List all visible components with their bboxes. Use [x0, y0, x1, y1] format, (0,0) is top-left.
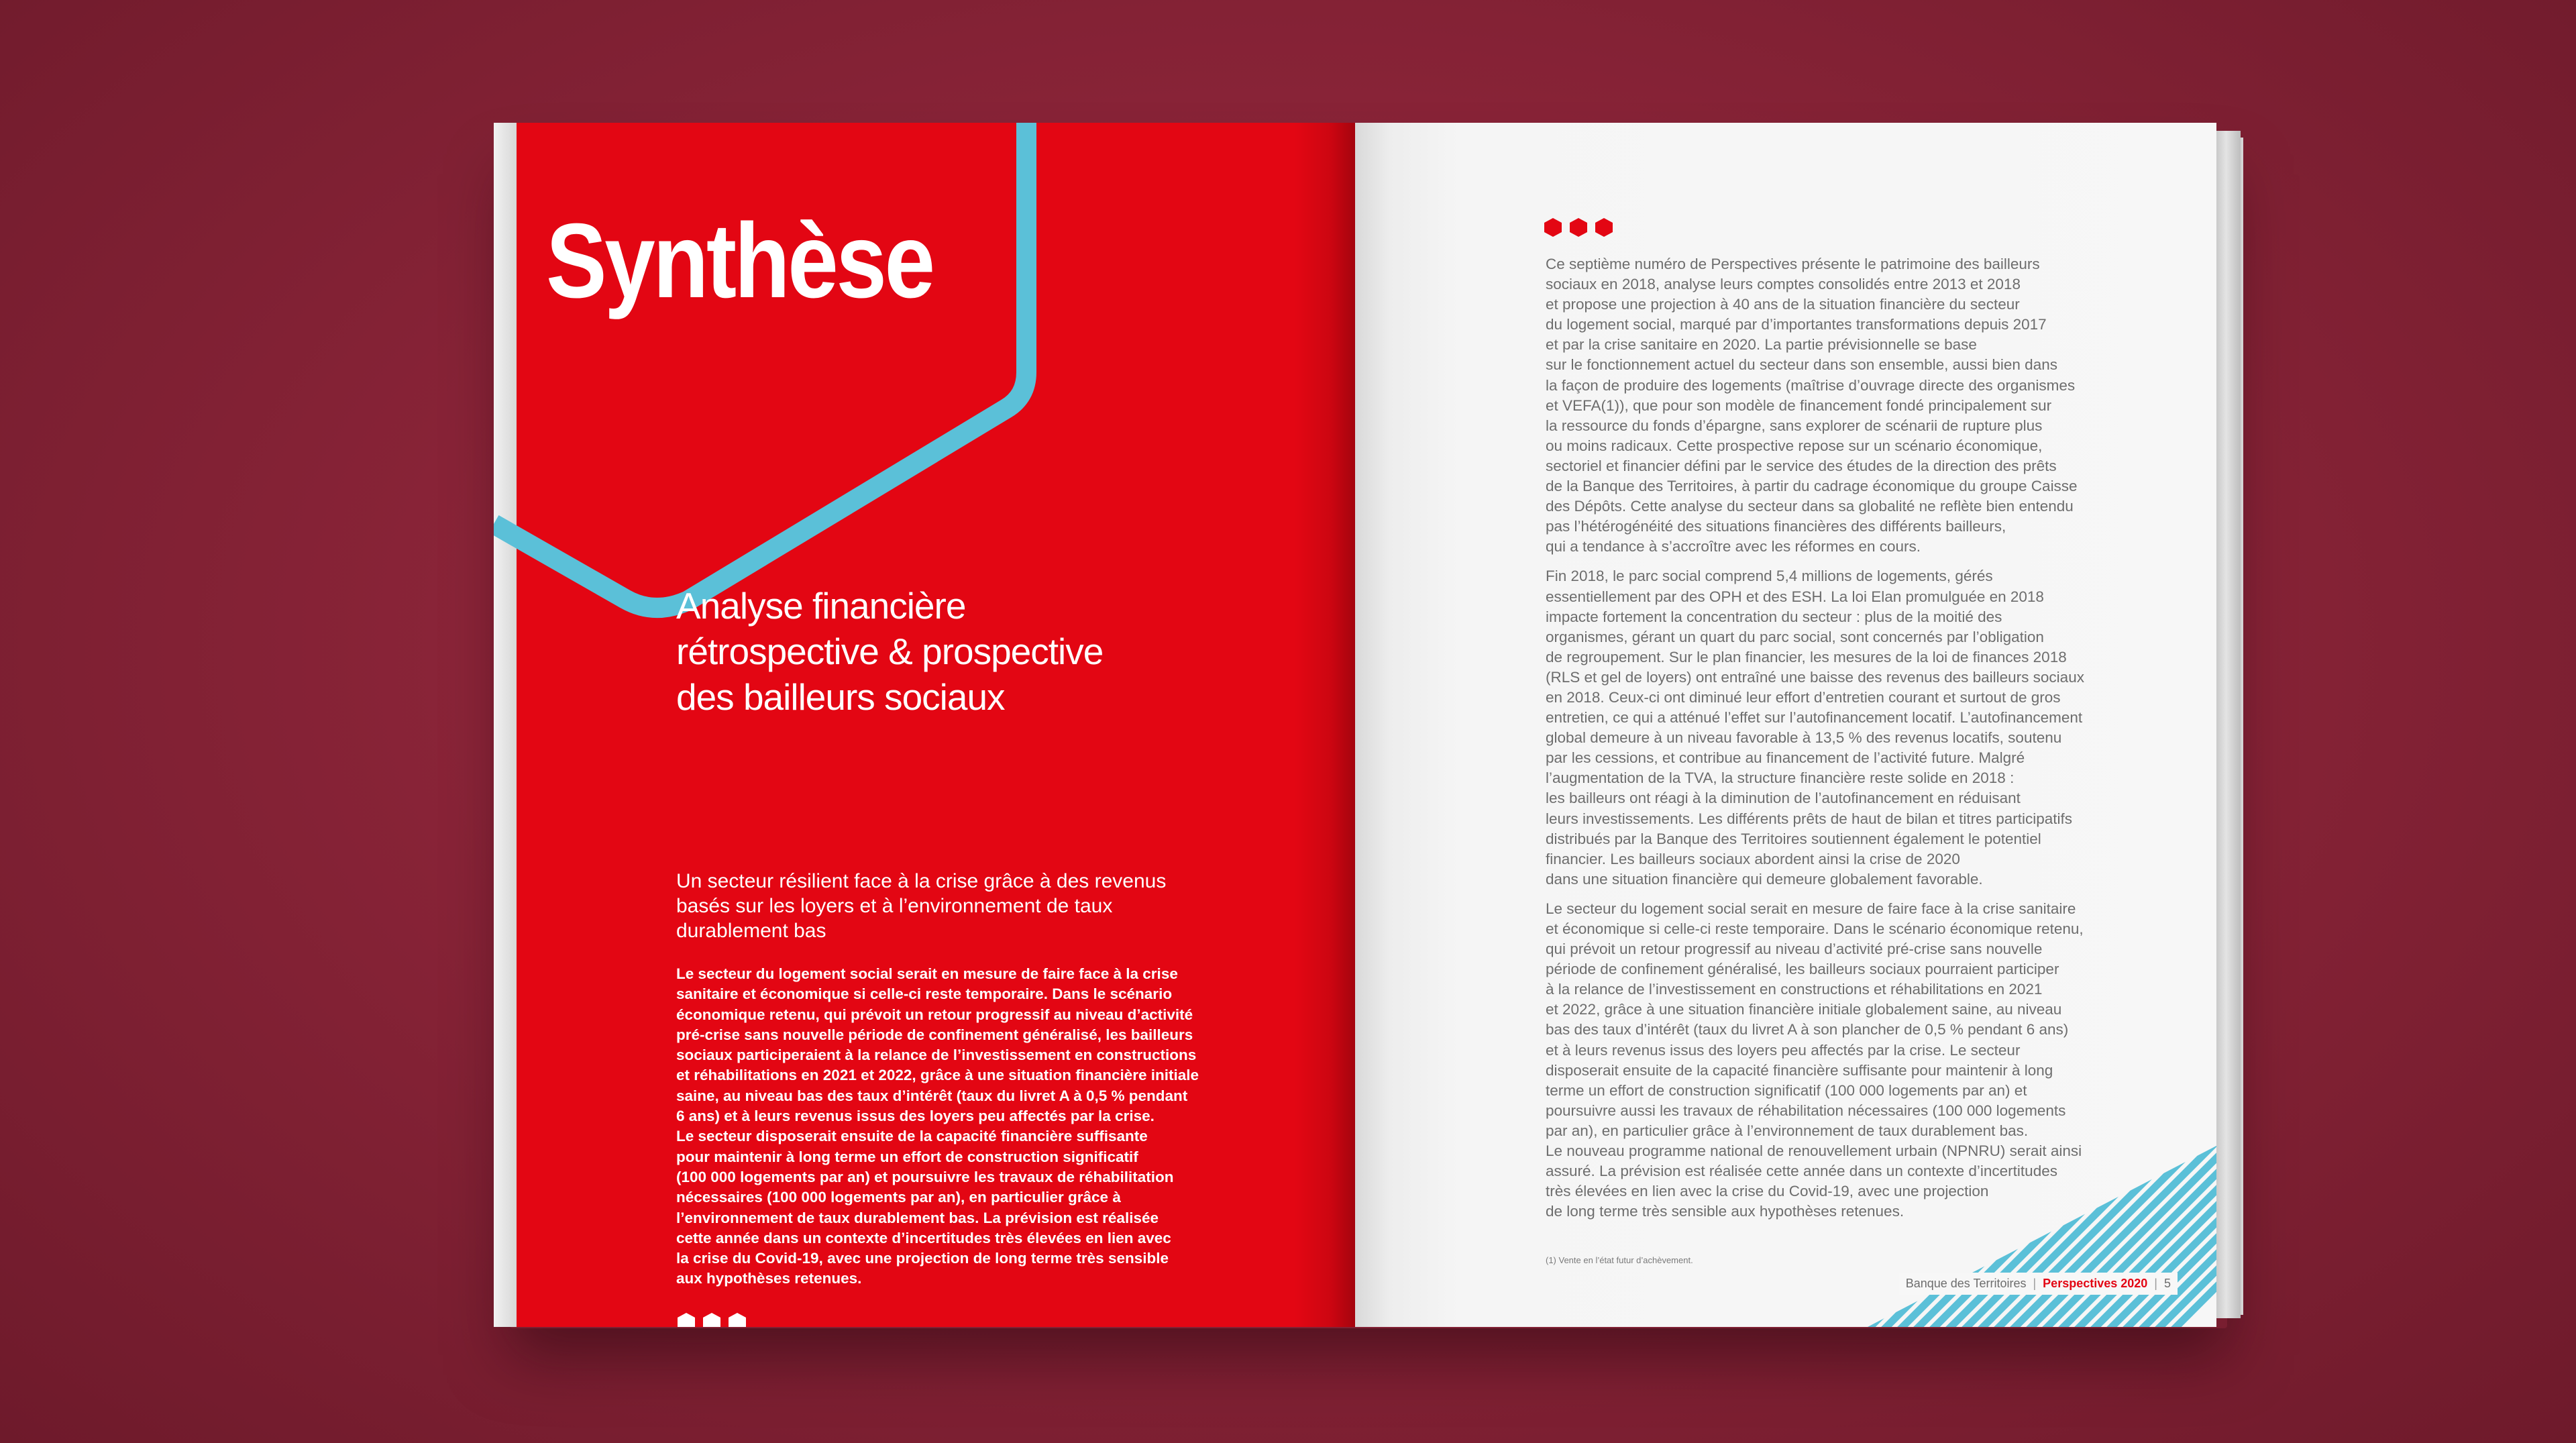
text-line: sociaux en 2018, analyse leurs comptes consolidés entre 2013 et 2018 [1546, 276, 2021, 293]
hexagon-bullet-icon [703, 1313, 720, 1327]
text-line: qui prévoit un retour progressif au niveau d’activité pré-crise sans nouvelle [1546, 941, 2043, 958]
text-line: impacte fortement la concentration du secteur : plus de la moitié des [1546, 608, 2002, 625]
lede-line: Un secteur résilient face à la crise grâce à des revenus [676, 870, 1167, 892]
body-line: pré-crise sans nouvelle période de confinement généralisé, les bailleurs [676, 1026, 1193, 1043]
footer-organization: Banque des Territoires [1905, 1277, 2027, 1290]
text-line: assuré. La prévision est réalisée cette année dans un contexte d’incertitudes [1546, 1163, 2057, 1180]
lede-line: durablement bas [676, 920, 826, 942]
hexagon-bullet-icon [1544, 218, 1562, 237]
body-line: Le secteur du logement social serait en mesure de faire face à la crise [676, 965, 1178, 982]
section-subtitle [676, 583, 1159, 720]
text-line: pas l’hétérogénéité des situations financières des différents bailleurs, [1546, 518, 2006, 535]
body-line: sanitaire et économique si celle-ci reste temporaire. Dans le scénario [676, 985, 1173, 1003]
text-line: et économique si celle-ci reste temporaire. Dans le scénario économique retenu, [1546, 920, 2084, 937]
text-line: des Dépôts. Cette analyse du secteur dans sa globalité ne reflète bien entendu [1546, 498, 2074, 515]
text-line: essentiellement par des OPH et des ESH. La loi Elan promulguée en 2018 [1546, 588, 2044, 605]
text-line: et propose une projection à 40 ans de la situation financière du secteur [1546, 296, 2020, 313]
body-line: (100 000 logements par an) et poursuivre les travaux de réhabilitation [676, 1168, 1174, 1185]
hexagon-bullet-icon [1570, 218, 1587, 237]
left-page [494, 123, 1355, 1327]
footer-separator: | [2154, 1277, 2157, 1290]
text-line: dans une situation financière qui demeure globalement favorable. [1546, 870, 1983, 888]
page-number: 5 [2163, 1277, 2171, 1290]
body-line: économique retenu, qui prévoit un retour progressif au niveau d’activité [676, 1006, 1193, 1023]
text-line: l’augmentation de la TVA, la structure financière reste solide en 2018 : [1546, 769, 2015, 787]
body-line: 6 ans) et à leurs revenus issus des loyers peu affectés par la crise. [676, 1108, 1155, 1125]
body-line: sociaux participeraient à la relance de l’investissement en constructions [676, 1047, 1197, 1064]
hexagon-bullet-icon [729, 1313, 746, 1327]
text-line: et 2022, grâce à une situation financière initiale globalement saine, au niveau [1546, 1001, 2062, 1018]
text-line: période de confinement généralisé, les bailleurs sociaux pourraient participer [1546, 961, 2059, 978]
text-line: sur le fonctionnement actuel du secteur dans son ensemble, aussi bien dans [1546, 356, 2057, 374]
page-footer [1899, 1273, 2178, 1295]
body-line: pour maintenir à long terme un effort de construction significatif [676, 1148, 1138, 1165]
right-page [1355, 123, 2216, 1327]
body-line: aux hypothèses retenues. [676, 1270, 862, 1287]
text-line: organismes, gérant un quart du parc social, sont concernés par l’obligation [1546, 628, 2044, 645]
page-stack-edge [2216, 131, 2241, 1318]
hexagon-bullets-red [1544, 218, 1613, 237]
text-line: Le nouveau programme national de renouvellement urbain (NPNRU) serait ainsi [1546, 1142, 2082, 1160]
text-line: (RLS et gel de loyers) ont entraîné une baisse des revenus des bailleurs sociaux [1546, 668, 2084, 686]
text-line: ou moins radicaux. Cette prospective repose sur un scénario économique, [1546, 437, 2043, 454]
text-line: la ressource du fonds d’épargne, sans explorer de scénarii de rupture plus [1546, 417, 2043, 434]
lede-paragraph [676, 869, 1226, 943]
hexagon-bullet-icon [678, 1313, 695, 1327]
body-line: nécessaires (100 000 logements par an), en particulier grâce à [676, 1189, 1121, 1206]
paragraph [1546, 254, 2109, 557]
text-line: terme un effort de construction significatif (100 000 logements par an) et [1546, 1081, 2027, 1099]
text-line: de long terme très sensible aux hypothèses retenues. [1546, 1203, 1904, 1220]
summary-body [676, 964, 1307, 1289]
body-line: la crise du Covid-19, avec une projection de long terme très sensible [676, 1250, 1169, 1267]
text-line: par les cessions, et contribue au financement de l’activité future. Malgré [1546, 749, 2025, 767]
text-line: et à leurs revenus issus des loyers peu affectés par la crise. Le secteur [1546, 1041, 2021, 1059]
text-line: de regroupement. Sur le plan financier, les mesures de la loi de finances 2018 [1546, 648, 2067, 665]
text-line: à la relance de l’investissement en constructions et réhabilitations en 2021 [1546, 981, 2043, 998]
subtitle-line: Analyse financière [676, 585, 966, 627]
text-line: du logement social, marqué par d’importantes transformations depuis 2017 [1546, 316, 2047, 333]
footer-separator: | [2033, 1277, 2037, 1290]
hexagon-bullets-white [678, 1313, 746, 1327]
text-line: la façon de produire des logements (maîtrise d’ouvrage directe des organismes [1546, 376, 2076, 394]
text-line: bas des taux d’intérêt (taux du livret A à son plancher de 0,5 % pendant 6 ans) [1546, 1021, 2069, 1038]
paragraph [1546, 566, 2109, 890]
text-line: de la Banque des Territoires, à partir du cadrage économique du groupe Caisse [1546, 478, 2078, 495]
text-line: sectoriel et financier défini par le service des études de la direction des prêts [1546, 457, 2057, 474]
text-line: par an), en particulier grâce à l’environnement de taux durablement bas. [1546, 1122, 2029, 1139]
subtitle-line: rétrospective & prospective [676, 631, 1104, 672]
hexagon-bullet-icon [1595, 218, 1613, 237]
page-title: Synthèse [546, 202, 933, 320]
text-line: qui a tendance à s’accroître avec les réformes en cours. [1546, 538, 1921, 555]
text-line: Le secteur du logement social serait en mesure de faire face à la crise sanitaire [1546, 900, 2076, 917]
text-line: global demeure à un niveau favorable à 13,5 % des revenus locatifs, soutenu [1546, 729, 2062, 747]
text-line: les bailleurs ont réagi à la diminution de l’autofinancement en réduisant [1546, 790, 2021, 807]
body-line: cette année dans un contexte d’incertitudes très élevées en lien avec [676, 1229, 1171, 1246]
text-line: entretien, ce qui a atténué l’effet sur l’autofinancement locatif. L’autofinancement [1546, 709, 2083, 727]
subtitle-line: des bailleurs sociaux [676, 676, 1005, 718]
gutter-shadow [1295, 123, 1355, 1327]
lede-line: basés sur les loyers et à l’environnement de taux [676, 895, 1113, 917]
footnote: (1) Vente en l’état futur d’achèvement. [1546, 1255, 1693, 1265]
text-line: financier. Les bailleurs sociaux abordent ainsi la crise de 2020 [1546, 850, 1960, 867]
text-line: très élevées en lien avec la crise du Covid-19, avec une projection [1546, 1183, 1989, 1200]
body-line: et réhabilitations en 2021 et 2022, grâce à une situation financière initiale [676, 1067, 1199, 1084]
body-line: saine, au niveau bas des taux d’intérêt (taux du livret A à 0,5 % pendant [676, 1087, 1188, 1104]
text-line: leurs investissements. Les différents prêts de haut de bilan et titres participatifs [1546, 810, 2072, 827]
text-line: et VEFA(1)), que pour son modèle de financement fondé principalement sur [1546, 396, 2052, 414]
text-line: Ce septième numéro de Perspectives présente le patrimoine des bailleurs [1546, 256, 2040, 272]
text-line: et par la crise sanitaire en 2020. La partie prévisionnelle se base [1546, 336, 1977, 354]
body-line: Le secteur disposerait ensuite de la capacité financière suffisante [676, 1128, 1148, 1145]
text-line: en 2018. Ceux-ci ont diminué leur effort d’entretien courant et surtout de gros [1546, 688, 2061, 706]
text-line: poursuivre aussi les travaux de réhabilitation nécessaires (100 000 logements [1546, 1102, 2066, 1119]
text-line: distribués par la Banque des Territoires soutiennent également le potentiel [1546, 830, 2041, 847]
text-line: Fin 2018, le parc social comprend 5,4 millions de logements, gérés [1546, 568, 1993, 585]
body-line: l’environnement de taux durablement bas. La prévision est réalisée [676, 1209, 1159, 1226]
text-line: disposerait ensuite de la capacité financière suffisante pour maintenir à long [1546, 1061, 2053, 1079]
footer-publication: Perspectives 2020 [2043, 1277, 2148, 1290]
